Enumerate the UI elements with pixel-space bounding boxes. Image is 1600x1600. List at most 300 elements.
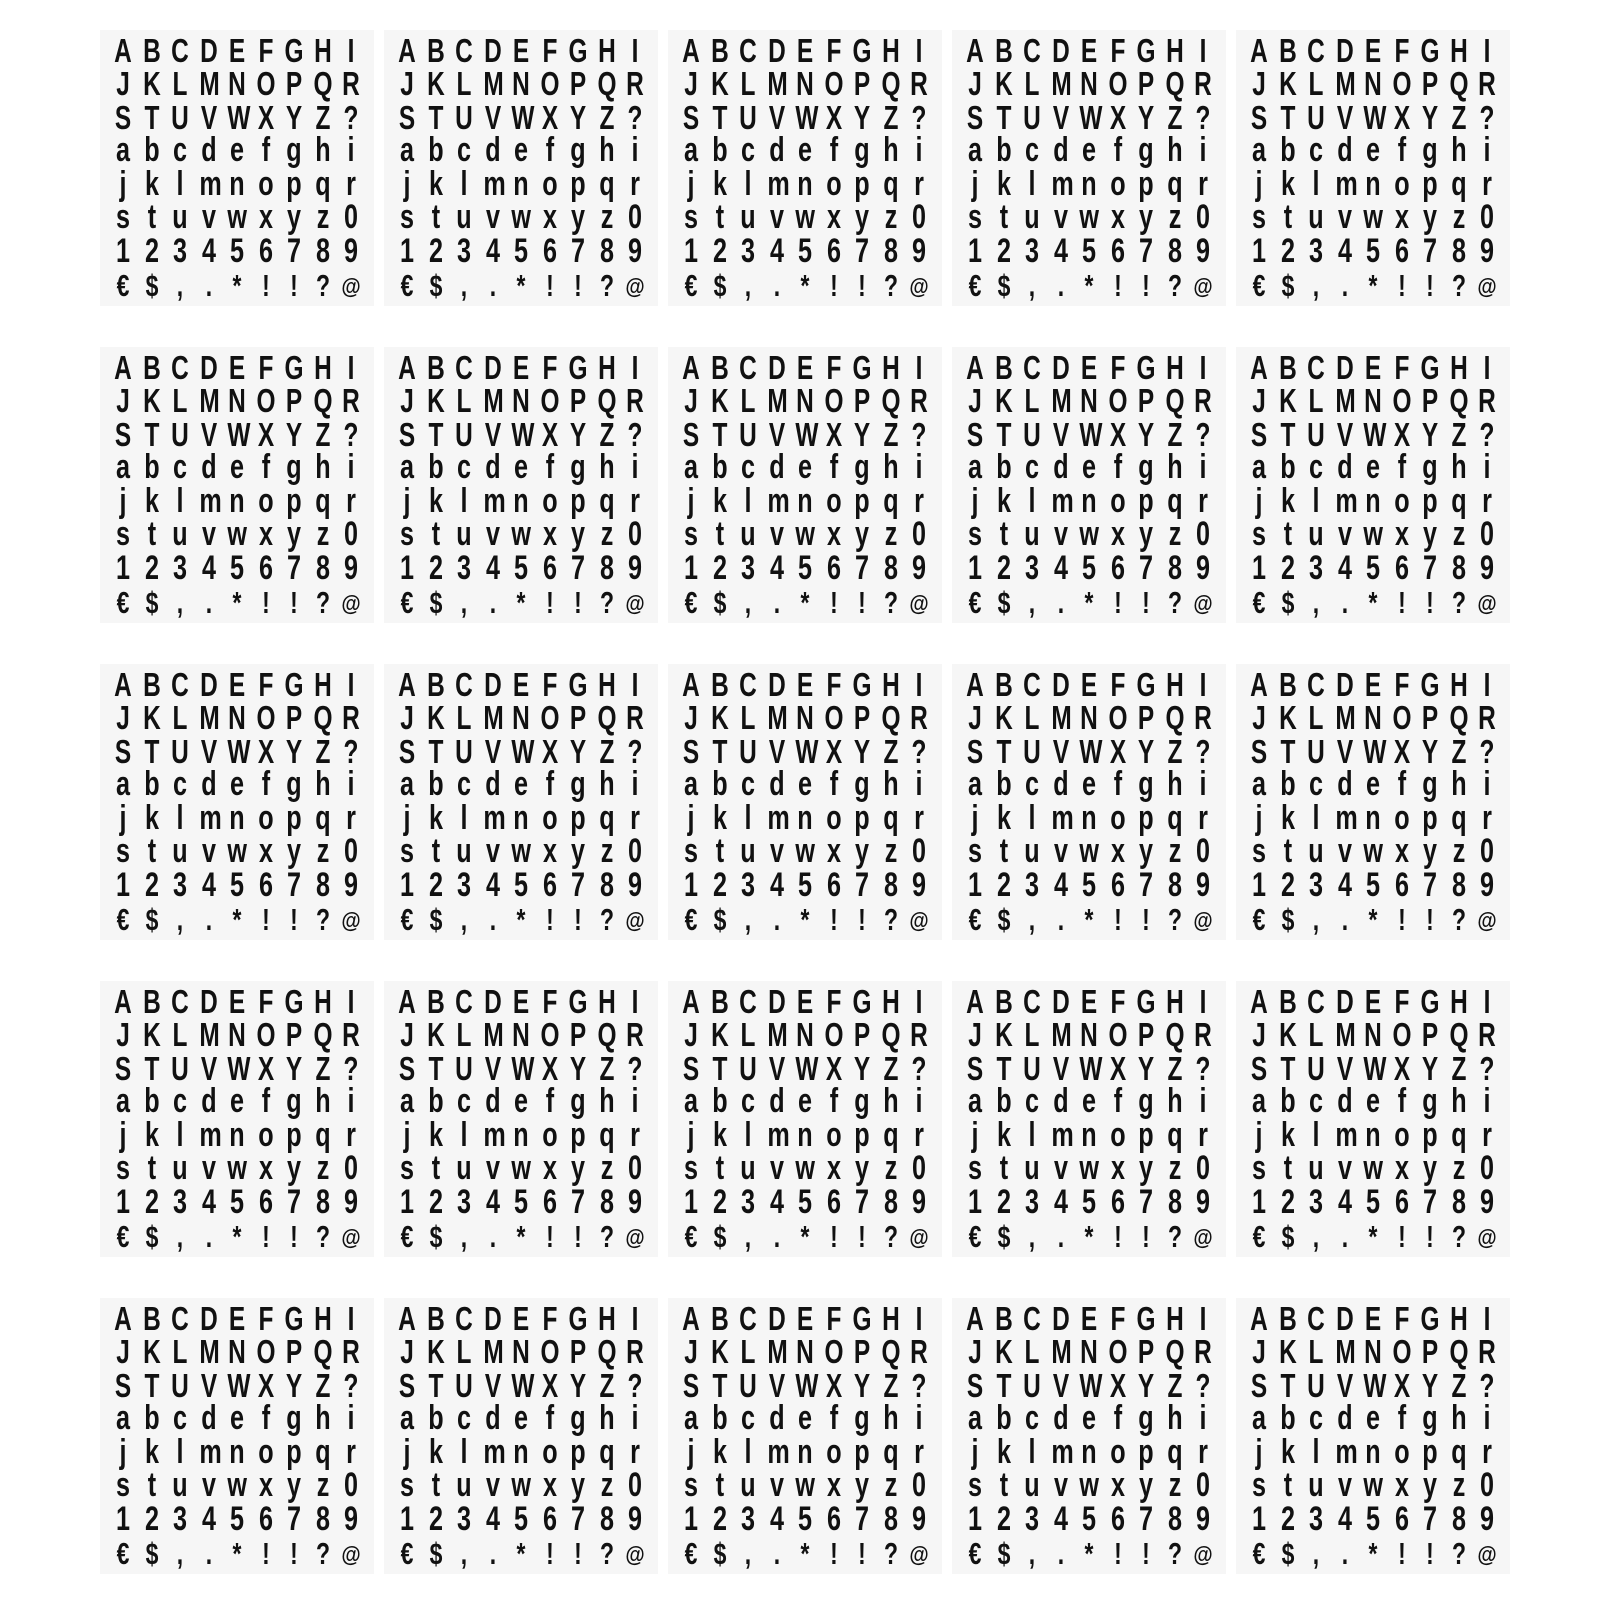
- sticker-glyph: M: [766, 65, 788, 102]
- sticker-glyph: C: [1307, 348, 1325, 386]
- sticker-glyph: a: [683, 1399, 698, 1437]
- sticker-glyph: v: [1053, 198, 1068, 236]
- sticker-glyph: j: [971, 164, 979, 203]
- sticker-glyph: O: [1107, 1333, 1127, 1370]
- sticker-glyph: A: [114, 1299, 132, 1337]
- sticker-glyph: N: [1364, 1333, 1382, 1370]
- sticker-glyph: !: [829, 585, 838, 620]
- sticker-glyph: x: [542, 832, 557, 870]
- sticker-glyph: s: [399, 832, 414, 870]
- sticker-glyph: e: [229, 448, 244, 486]
- sticker-glyph: p: [286, 798, 302, 837]
- sticker-glyph: P: [853, 1333, 871, 1370]
- sticker-row: [962, 832, 1216, 870]
- sticker-glyph: f: [1397, 1399, 1406, 1437]
- sticker-glyph: Z: [599, 732, 614, 770]
- sticker-row: [394, 1115, 648, 1154]
- sticker-glyph: J: [400, 65, 414, 102]
- sticker-glyph: 3: [1308, 231, 1323, 270]
- sticker-glyph: g: [570, 131, 586, 169]
- sticker-glyph: L: [1024, 699, 1040, 736]
- sticker-glyph: .: [773, 268, 780, 303]
- sticker-glyph: f: [1397, 448, 1406, 486]
- sticker-glyph: d: [484, 765, 501, 803]
- sticker-glyph: y: [286, 1149, 301, 1187]
- sticker-glyph: T: [428, 732, 443, 770]
- sticker-glyph: t: [1283, 1466, 1292, 1504]
- sticker-glyph: ,: [744, 268, 752, 303]
- sticker-glyph: n: [1365, 1115, 1381, 1154]
- sticker-glyph: B: [142, 665, 161, 703]
- sticker-row: [962, 734, 1216, 768]
- sticker-row: [110, 1018, 364, 1052]
- sticker-glyph: P: [853, 1016, 871, 1053]
- sticker-row: [110, 417, 364, 451]
- sticker-glyph: b: [143, 448, 160, 486]
- sticker-glyph: @: [625, 591, 645, 616]
- sticker-glyph: .: [205, 902, 212, 937]
- sticker-glyph: W: [227, 1366, 251, 1404]
- sticker-glyph: ,: [176, 1536, 184, 1571]
- sticker-glyph: q: [882, 1432, 899, 1471]
- sticker-glyph: 7: [570, 865, 585, 904]
- sticker-row: [1246, 417, 1500, 451]
- sticker-glyph: o: [825, 164, 842, 203]
- sticker-glyph: 4: [769, 1182, 784, 1221]
- sticker-glyph: m: [198, 1432, 222, 1471]
- sticker-glyph: z: [600, 1466, 613, 1504]
- sticker-glyph: l: [176, 481, 184, 520]
- sticker-row: [678, 1082, 932, 1120]
- sticker-glyph: D: [767, 348, 786, 386]
- sticker-glyph: t: [715, 832, 724, 870]
- sticker-glyph: Z: [1451, 732, 1466, 770]
- sticker-glyph: V: [484, 98, 501, 136]
- sticker-glyph: m: [1050, 164, 1074, 203]
- sticker-glyph: f: [829, 1082, 838, 1120]
- sticker-glyph: h: [314, 448, 331, 486]
- sticker-glyph: P: [853, 382, 871, 419]
- sticker-glyph: k: [996, 798, 1011, 837]
- sticker-row: [394, 798, 648, 837]
- sticker-glyph: A: [398, 982, 416, 1020]
- sticker-glyph: c: [172, 765, 187, 803]
- sticker-row: [110, 548, 364, 587]
- sticker-glyph: E: [228, 665, 246, 703]
- sticker-glyph: k: [712, 1115, 727, 1154]
- sticker-row: [394, 1149, 648, 1187]
- sticker-glyph: u: [740, 198, 756, 236]
- sticker-glyph: S: [114, 98, 132, 136]
- sticker-glyph: m: [1050, 1115, 1074, 1154]
- sticker-row: [678, 448, 932, 486]
- sticker-glyph: i: [631, 131, 639, 169]
- sticker-glyph: R: [342, 382, 360, 419]
- sticker-glyph: *: [1084, 585, 1094, 620]
- sticker-glyph: r: [630, 1432, 640, 1471]
- sticker-row: [678, 1399, 932, 1437]
- sticker-glyph: O: [255, 1333, 275, 1370]
- sticker-glyph: R: [626, 382, 644, 419]
- sticker-glyph: A: [966, 31, 984, 69]
- sticker-row: [962, 384, 1216, 418]
- sticker-glyph: z: [884, 1149, 897, 1187]
- sticker-glyph: b: [427, 1399, 444, 1437]
- sticker-glyph: L: [172, 699, 188, 736]
- sticker-glyph: k: [712, 1432, 727, 1471]
- sticker-glyph: 3: [1024, 231, 1039, 270]
- sticker-glyph: 8: [883, 548, 898, 587]
- sticker-glyph: a: [1251, 765, 1266, 803]
- sticker-glyph: c: [172, 1399, 187, 1437]
- sticker-glyph: S: [682, 732, 700, 770]
- sticker-glyph: @: [625, 1542, 645, 1567]
- sticker-glyph: 8: [1451, 231, 1466, 270]
- sticker-glyph: F: [258, 31, 273, 69]
- sticker-glyph: N: [512, 1016, 530, 1053]
- sticker-glyph: U: [739, 732, 757, 770]
- sticker-glyph: M: [482, 1333, 504, 1370]
- sticker-glyph: K: [1278, 65, 1297, 102]
- letter-sticker-sheet: [668, 664, 942, 940]
- sticker-glyph: O: [823, 1016, 843, 1053]
- sticker-row: [678, 548, 932, 587]
- sticker-glyph: *: [516, 902, 526, 937]
- sticker-glyph: S: [682, 415, 700, 453]
- sticker-glyph: f: [261, 1399, 270, 1437]
- sticker-glyph: e: [1081, 1399, 1096, 1437]
- sticker-row: [394, 734, 648, 768]
- sticker-glyph: X: [257, 98, 274, 136]
- sticker-glyph: 0: [1479, 832, 1494, 870]
- sticker-row: [1246, 765, 1500, 803]
- sticker-row: [110, 865, 364, 904]
- sticker-glyph: z: [1452, 832, 1465, 870]
- sticker-glyph: 0: [343, 1466, 358, 1504]
- sticker-glyph: G: [852, 982, 872, 1020]
- sticker-glyph: c: [456, 131, 471, 169]
- sticker-glyph: Y: [853, 732, 871, 770]
- sticker-glyph: j: [1255, 1115, 1263, 1154]
- sticker-glyph: P: [853, 65, 871, 102]
- sticker-glyph: Y: [1421, 732, 1439, 770]
- sticker-glyph: A: [682, 31, 700, 69]
- sticker-glyph: p: [1138, 1432, 1154, 1471]
- sticker-glyph: 6: [1394, 548, 1409, 587]
- sticker-row: [394, 448, 648, 486]
- sticker-glyph: k: [996, 481, 1011, 520]
- sticker-glyph: T: [1280, 1049, 1295, 1087]
- sticker-glyph: 1: [967, 865, 982, 904]
- sticker-row: [962, 1018, 1216, 1052]
- sticker-glyph: I: [1483, 982, 1491, 1020]
- sticker-glyph: *: [232, 268, 242, 303]
- sticker-glyph: m: [198, 481, 222, 520]
- sticker-glyph: m: [482, 1432, 506, 1471]
- sticker-glyph: B: [994, 1299, 1013, 1337]
- sticker-glyph: H: [1165, 665, 1184, 703]
- letter-sticker-sheet: [1236, 30, 1510, 306]
- sticker-glyph: M: [1050, 1016, 1072, 1053]
- sticker-row: [678, 984, 932, 1018]
- sticker-glyph: U: [171, 1366, 189, 1404]
- sticker-glyph: v: [201, 1466, 216, 1504]
- sticker-glyph: o: [1109, 1115, 1126, 1154]
- sticker-glyph: !: [290, 1536, 298, 1571]
- sticker-glyph: F: [826, 31, 841, 69]
- sticker-glyph: *: [232, 585, 242, 620]
- sticker-glyph: U: [455, 415, 473, 453]
- sticker-glyph: O: [1107, 382, 1127, 419]
- sticker-glyph: q: [882, 798, 899, 837]
- sticker-glyph: Q: [312, 1016, 332, 1053]
- sticker-glyph: s: [1251, 515, 1266, 553]
- sticker-glyph: H: [881, 665, 900, 703]
- sticker-glyph: c: [1308, 1082, 1323, 1120]
- sticker-glyph: ?: [883, 268, 898, 303]
- sticker-glyph: F: [1110, 348, 1125, 386]
- sticker-row: [1246, 1399, 1500, 1437]
- sticker-glyph: 8: [883, 1182, 898, 1221]
- sticker-glyph: B: [710, 31, 729, 69]
- sticker-glyph: 7: [1138, 548, 1153, 587]
- sticker-glyph: !: [290, 585, 298, 620]
- sticker-glyph: $: [997, 268, 1010, 303]
- sticker-glyph: X: [825, 1366, 842, 1404]
- sticker-glyph: *: [1084, 902, 1094, 937]
- sticker-glyph: G: [284, 348, 304, 386]
- sticker-glyph: x: [1110, 515, 1125, 553]
- sticker-row: [394, 1082, 648, 1120]
- sticker-glyph: m: [766, 798, 790, 837]
- sticker-glyph: f: [1397, 131, 1406, 169]
- sticker-glyph: F: [1394, 982, 1409, 1020]
- sticker-glyph: ?: [883, 1219, 898, 1254]
- sticker-glyph: K: [710, 1333, 729, 1370]
- sticker-glyph: C: [171, 982, 189, 1020]
- sticker-glyph: !: [1426, 902, 1434, 937]
- sticker-glyph: B: [142, 1299, 161, 1337]
- sticker-glyph: ?: [599, 1536, 614, 1571]
- sticker-glyph: v: [769, 198, 784, 236]
- sticker-glyph: q: [314, 1115, 331, 1154]
- sticker-glyph: H: [313, 982, 332, 1020]
- sticker-glyph: 4: [485, 231, 500, 270]
- sticker-glyph: E: [1080, 1299, 1098, 1337]
- sticker-glyph: !: [1113, 1219, 1122, 1254]
- sticker-glyph: J: [400, 382, 414, 419]
- sticker-glyph: I: [1199, 982, 1207, 1020]
- sticker-glyph: ?: [315, 585, 330, 620]
- sticker-glyph: W: [1079, 98, 1103, 136]
- sticker-glyph: C: [455, 1299, 473, 1337]
- sticker-glyph: x: [258, 1149, 273, 1187]
- sticker-glyph: K: [426, 1016, 445, 1053]
- sticker-glyph: V: [1052, 732, 1069, 770]
- sticker-row: [110, 1301, 364, 1335]
- sticker-glyph: s: [967, 1466, 982, 1504]
- sticker-glyph: l: [176, 1432, 184, 1471]
- sticker-glyph: W: [1079, 1049, 1103, 1087]
- sticker-glyph: P: [1137, 65, 1155, 102]
- sticker-glyph: r: [1482, 798, 1492, 837]
- sticker-glyph: 5: [513, 1182, 528, 1221]
- sticker-glyph: @: [909, 1542, 929, 1567]
- sticker-glyph: !: [829, 268, 838, 303]
- sticker-row: [1246, 1219, 1500, 1253]
- sticker-glyph: T: [144, 732, 159, 770]
- sticker-glyph: S: [966, 415, 984, 453]
- sticker-glyph: Y: [1421, 98, 1439, 136]
- sticker-glyph: a: [399, 1399, 414, 1437]
- sticker-glyph: d: [1336, 1399, 1353, 1437]
- sticker-glyph: k: [996, 1115, 1011, 1154]
- sticker-glyph: 0: [1479, 515, 1494, 553]
- sticker-glyph: W: [511, 1049, 535, 1087]
- sticker-glyph: e: [229, 1399, 244, 1437]
- sticker-glyph: o: [825, 1432, 842, 1471]
- sticker-glyph: w: [1079, 1149, 1099, 1187]
- sticker-glyph: r: [1198, 1432, 1208, 1471]
- sticker-glyph: p: [286, 164, 302, 203]
- sticker-glyph: T: [996, 98, 1011, 136]
- sticker-glyph: U: [1307, 1049, 1325, 1087]
- sticker-glyph: N: [1080, 699, 1098, 736]
- sticker-glyph: M: [1334, 699, 1356, 736]
- sticker-glyph: 0: [343, 1149, 358, 1187]
- sticker-row: [1246, 164, 1500, 203]
- sticker-row: [110, 765, 364, 803]
- sticker-glyph: o: [541, 1115, 558, 1154]
- sticker-glyph: I: [1199, 1299, 1207, 1337]
- sticker-glyph: €: [684, 902, 698, 937]
- sticker-glyph: Y: [285, 1366, 303, 1404]
- sticker-glyph: ,: [176, 585, 184, 620]
- sticker-glyph: D: [1335, 665, 1354, 703]
- sticker-glyph: 7: [286, 231, 301, 270]
- sticker-glyph: X: [257, 1049, 274, 1087]
- sticker-glyph: 6: [826, 865, 841, 904]
- sticker-glyph: g: [1422, 448, 1438, 486]
- sticker-glyph: E: [512, 348, 530, 386]
- sticker-glyph: 7: [286, 548, 301, 587]
- sticker-glyph: 7: [1422, 1499, 1437, 1538]
- sticker-glyph: j: [119, 1432, 127, 1471]
- sticker-glyph: ?: [627, 1049, 643, 1087]
- sticker-glyph: e: [513, 131, 528, 169]
- sticker-row: [678, 734, 932, 768]
- sticker-glyph: B: [426, 348, 445, 386]
- sticker-row: [962, 67, 1216, 101]
- sticker-glyph: X: [825, 415, 842, 453]
- sticker-row: [110, 1182, 364, 1221]
- sticker-glyph: u: [740, 1149, 756, 1187]
- sticker-glyph: f: [829, 1399, 838, 1437]
- sticker-glyph: 7: [570, 1499, 585, 1538]
- sticker-glyph: E: [512, 31, 530, 69]
- sticker-glyph: I: [915, 1299, 923, 1337]
- sticker-glyph: R: [910, 1333, 928, 1370]
- sticker-glyph: 1: [399, 1182, 414, 1221]
- sticker-glyph: *: [1368, 585, 1378, 620]
- sticker-glyph: Z: [315, 415, 330, 453]
- sticker-glyph: !: [1426, 268, 1434, 303]
- sticker-glyph: n: [1081, 481, 1097, 520]
- sticker-glyph: l: [744, 1432, 752, 1471]
- sticker-glyph: v: [1337, 1466, 1352, 1504]
- sticker-glyph: o: [257, 481, 274, 520]
- sticker-glyph: c: [740, 131, 755, 169]
- sticker-glyph: V: [484, 1049, 501, 1087]
- sticker-glyph: e: [1365, 1082, 1380, 1120]
- sticker-glyph: n: [229, 481, 245, 520]
- sticker-glyph: 9: [1195, 1182, 1210, 1221]
- sticker-glyph: s: [683, 1466, 698, 1504]
- sticker-glyph: 6: [1110, 865, 1125, 904]
- sticker-glyph: Q: [1164, 65, 1184, 102]
- sticker-glyph: f: [1113, 1082, 1122, 1120]
- sticker-glyph: 2: [1280, 548, 1295, 587]
- sticker-glyph: ,: [460, 1536, 468, 1571]
- sticker-glyph: G: [284, 31, 304, 69]
- sticker-glyph: i: [1199, 1082, 1207, 1120]
- sticker-glyph: t: [431, 832, 440, 870]
- sticker-glyph: A: [114, 665, 132, 703]
- sticker-glyph: c: [740, 765, 755, 803]
- sticker-row: [678, 1018, 932, 1052]
- sticker-glyph: ?: [1167, 1219, 1182, 1254]
- sticker-glyph: j: [687, 798, 695, 837]
- sticker-glyph: z: [316, 832, 329, 870]
- sticker-glyph: c: [172, 1082, 187, 1120]
- sticker-glyph: M: [1334, 1016, 1356, 1053]
- sticker-glyph: r: [346, 1432, 356, 1471]
- sticker-glyph: V: [484, 1366, 501, 1404]
- sticker-glyph: o: [825, 1115, 842, 1154]
- sticker-glyph: F: [1394, 31, 1409, 69]
- sticker-row: [394, 481, 648, 520]
- sticker-glyph: s: [967, 515, 982, 553]
- sticker-glyph: t: [147, 1149, 156, 1187]
- sticker-glyph: q: [1450, 164, 1467, 203]
- sticker-glyph: J: [684, 65, 698, 102]
- sticker-glyph: G: [568, 1299, 588, 1337]
- sticker-row: [962, 1301, 1216, 1335]
- sticker-glyph: F: [1110, 665, 1125, 703]
- sticker-glyph: m: [766, 164, 790, 203]
- sticker-glyph: $: [713, 1536, 726, 1571]
- sticker-glyph: *: [1368, 902, 1378, 937]
- letter-sticker-sheet: [1236, 664, 1510, 940]
- sticker-glyph: T: [996, 415, 1011, 453]
- sticker-glyph: y: [286, 198, 301, 236]
- sticker-glyph: C: [1023, 1299, 1041, 1337]
- sticker-glyph: 7: [570, 231, 585, 270]
- sticker-glyph: Y: [1137, 1049, 1155, 1087]
- sticker-glyph: I: [915, 348, 923, 386]
- sticker-row: [1246, 198, 1500, 236]
- sticker-glyph: 9: [627, 231, 642, 270]
- sticker-glyph: !: [261, 268, 270, 303]
- sticker-glyph: @: [625, 274, 645, 299]
- sticker-glyph: j: [971, 481, 979, 520]
- sticker-glyph: d: [484, 131, 501, 169]
- sticker-glyph: *: [1368, 1536, 1378, 1571]
- sticker-glyph: W: [511, 732, 535, 770]
- sticker-glyph: h: [1166, 765, 1183, 803]
- sticker-glyph: A: [114, 348, 132, 386]
- sticker-row: [394, 33, 648, 67]
